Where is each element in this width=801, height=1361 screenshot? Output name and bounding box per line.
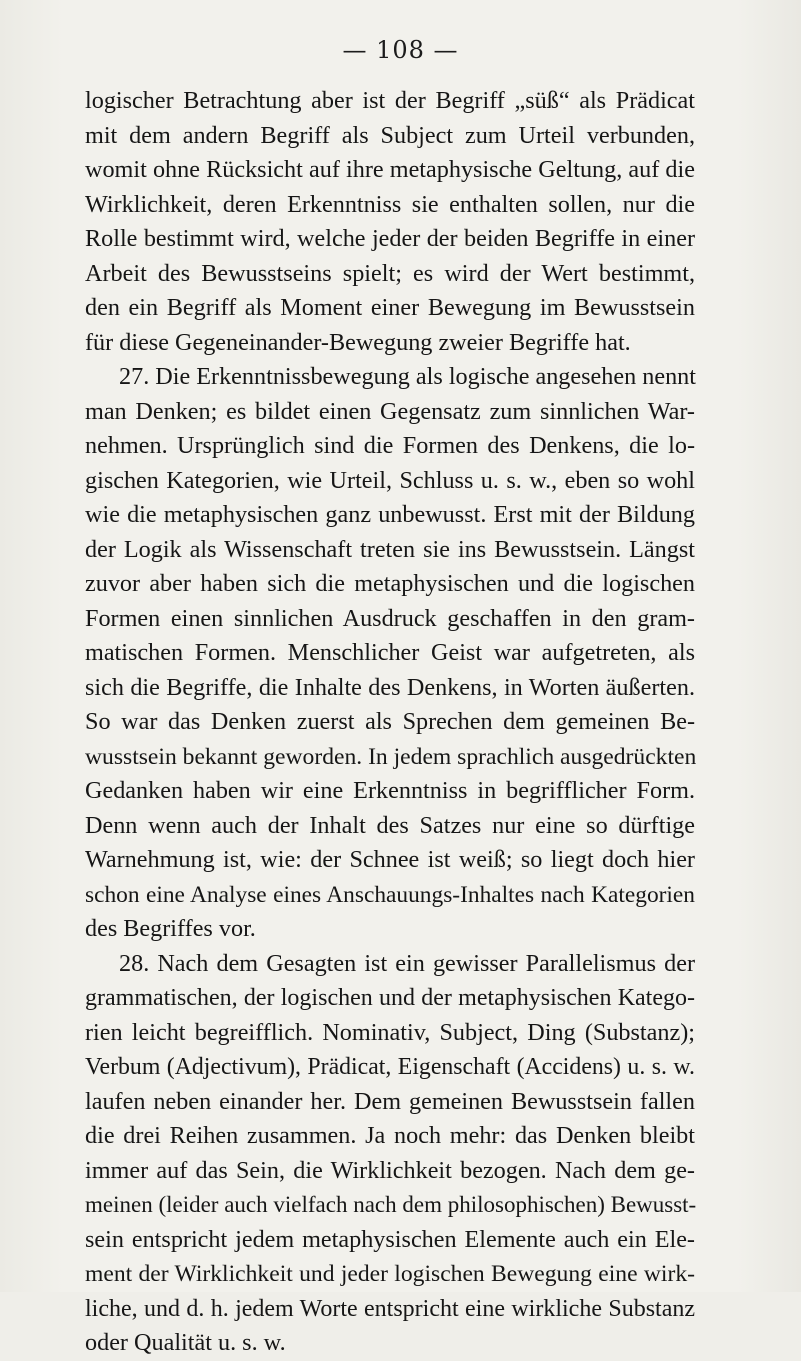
text-line: Rolle bestimmt wird, welche jeder der beiden Begriffe in einer bbox=[85, 225, 695, 252]
text-line: grammatischen, der logischen und der metaphysischen Katego- bbox=[85, 985, 695, 1011]
text-line: sich die Begriffe, die Inhalte des Denkens, in Worten äußerten. bbox=[85, 673, 695, 701]
text-line: 28. Nach dem Gesagten ist ein gewisser Parallelismus der bbox=[119, 949, 695, 977]
text-line: mit dem andern Begriff als Subject zum Urteil verbunden, bbox=[85, 121, 695, 149]
text-line: Gedanken haben wir eine Erkenntniss in begrifflicher Form. bbox=[85, 777, 695, 804]
page-number: — 108 — bbox=[342, 36, 459, 64]
text-line: schon eine Analyse eines Anschauungs-Inhaltes nach Kategorien bbox=[85, 881, 695, 908]
text-line: Warnehmung ist, wie: der Schnee ist weiß; so liegt doch hier bbox=[85, 846, 695, 873]
body-text bbox=[85, 84, 695, 1361]
text-line: gischen Kategorien, wie Urteil, Schluss u. s. w., eben so wohl bbox=[85, 466, 695, 494]
text-line: Verbum (Adjectivum), Prädicat, Eigenschaft (Accidens) u. s. w. bbox=[85, 1054, 695, 1080]
text-line: liche, und d. h. jedem Worte entspricht eine wirkliche Substanz bbox=[85, 1295, 695, 1322]
text-line: wie die metaphysischen ganz unbewusst. Erst mit der Bildung bbox=[85, 501, 695, 528]
text-line: oder Qualität u. s. w. bbox=[85, 1329, 286, 1356]
text-line: meinen (leider auch vielfach nach dem philosophischen) Bewusst- bbox=[85, 1192, 697, 1217]
text-line: sein entspricht jedem metaphysischen Elemente auch ein Ele- bbox=[85, 1225, 695, 1253]
text-line: ment der Wirklichkeit und jeder logischen Bewegung eine wirk- bbox=[85, 1261, 695, 1287]
text-line: So war das Denken zuerst als Sprechen dem gemeinen Be- bbox=[85, 708, 695, 735]
text-line: nehmen. Ursprünglich sind die Formen des Denkens, die lo- bbox=[85, 432, 695, 459]
text-line: rien leicht begreifflich. Nominativ, Subject, Ding (Substanz); bbox=[85, 1018, 695, 1046]
text-line: man Denken; es bildet einen Gegensatz zum sinnlichen War- bbox=[85, 397, 695, 425]
text-line: matischen Formen. Menschlicher Geist war aufgetreten, als bbox=[85, 639, 695, 666]
text-line: immer auf das Sein, die Wirklichkeit bezogen. Nach dem ge- bbox=[85, 1156, 695, 1184]
text-line: der Logik als Wissenschaft treten sie ins Bewusstsein. Längst bbox=[85, 535, 695, 563]
text-line: wusstsein bekannt geworden. In jedem sprachlich ausgedrückten bbox=[85, 743, 697, 770]
text-line: die drei Reihen zusammen. Ja noch mehr: das Denken bleibt bbox=[85, 1122, 695, 1149]
text-line: laufen neben einander her. Dem gemeinen Bewusstsein fallen bbox=[85, 1087, 695, 1115]
text-line: Denn wenn auch der Inhalt des Satzes nur eine so dürftige bbox=[85, 811, 695, 839]
text-line: Formen einen sinnlichen Ausdruck geschaffen in den gram- bbox=[85, 604, 695, 632]
text-line: 27. Die Erkenntnissbewegung als logische angesehen nennt bbox=[119, 363, 696, 390]
text-line: zuvor aber haben sich die metaphysischen und die logischen bbox=[85, 570, 695, 597]
text-line: den ein Begriff als Moment einer Bewegung im Bewusstsein bbox=[85, 294, 695, 321]
text-line: womit ohne Rücksicht auf ihre metaphysische Geltung, auf die bbox=[85, 156, 695, 183]
text-line: Wirklichkeit, deren Erkenntniss sie enthalten sollen, nur die bbox=[85, 190, 695, 218]
text-line: für diese Gegeneinander-Bewegung zweier Begriffe hat. bbox=[85, 328, 631, 356]
text-line: logischer Betrachtung aber ist der Begriff „süß“ als Prädicat bbox=[85, 87, 695, 114]
text-line: Arbeit des Bewusstseins spielt; es wird der Wert bestimmt, bbox=[85, 259, 695, 287]
text-line: des Begriffes vor. bbox=[85, 915, 256, 942]
